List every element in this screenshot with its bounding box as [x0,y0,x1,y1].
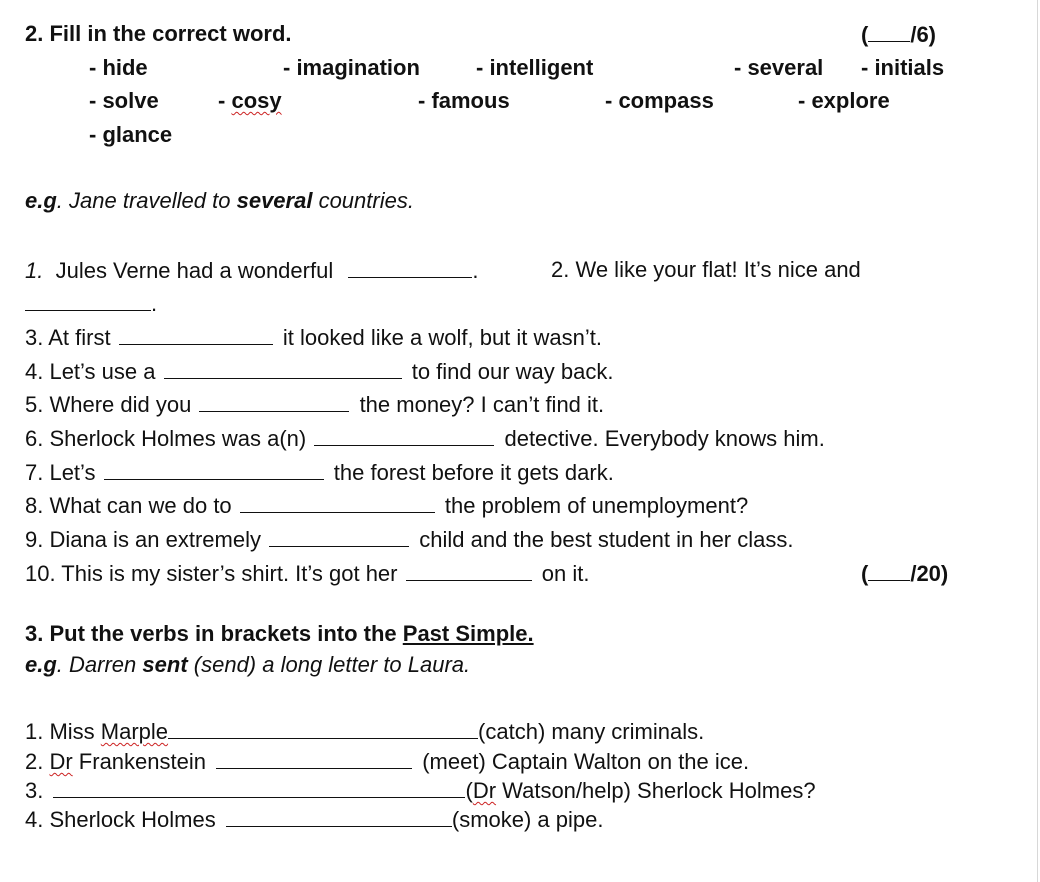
answer-blank[interactable] [164,358,402,379]
section2-example: e.g. Jane travelled to several countries. [25,188,414,213]
word-bank-item: - hide [89,55,148,80]
word-bank-item: - explore [798,88,890,113]
item-8: 8. What can we do to the problem of unemployment? [25,493,749,518]
item-4: 4. Let’s use a to find our way back. [25,359,614,384]
verb-item-4: 4. Sherlock Holmes (smoke) a pipe. [25,807,604,832]
word-bank-item: - initials [861,55,945,80]
verb-item-2: 2. Dr Frankenstein (meet) Captain Walton on the ice. [25,749,750,774]
section3-heading: 3. Put the verbs in brackets into the Past Simple. [25,621,534,646]
item-2-continuation: . [25,290,157,317]
answer-blank[interactable] [168,718,478,739]
word-bank-item: - imagination [283,55,420,80]
answer-blank[interactable] [314,425,494,446]
answer-blank[interactable] [25,290,151,311]
verb-item-1: 1. Miss Marple (catch) many criminals. [25,719,705,744]
item-6: 6. Sherlock Holmes was a(n) detective. Everybody knows him. [25,426,825,451]
answer-blank[interactable] [269,526,409,547]
item-5: 5. Where did you the money? I can’t find it. [25,392,605,417]
answer-blank[interactable] [104,459,324,480]
section2-heading: 2. Fill in the correct word. [25,21,292,46]
spellcheck-word: Marple [100,719,169,744]
word-bank-item: - solve [89,88,159,113]
word-bank-item: - glance [89,122,173,147]
answer-blank[interactable] [348,257,472,278]
item-3: 3. At first it looked like a wolf, but it wasn’t. [25,325,602,350]
item-9: 9. Diana is an extremely child and the best student in her class. [25,527,794,552]
section2-total-score: ( /20) [861,561,949,586]
word-bank-item: - intelligent [476,55,594,80]
spellcheck-word: cosy [231,88,282,113]
page-edge [1037,0,1038,882]
item-7: 7. Let’s the forest before it gets dark. [25,460,614,485]
word-bank-item: - several [734,55,824,80]
word-bank-item: - compass [605,88,714,113]
spellcheck-word: Dr [49,749,73,774]
answer-blank[interactable] [119,324,273,345]
answer-blank[interactable] [199,391,349,412]
section3-example: e.g. Darren sent (send) a long letter to Laura. [25,652,471,677]
spellcheck-word: Dr [472,778,497,803]
word-bank-item-cosy: - cosy [218,88,282,113]
item-1: 1. Jules Verne had a wonderful . [25,258,479,283]
answer-blank[interactable] [226,806,452,827]
item-10: 10. This is my sister’s shirt. It’s got her on it. [25,561,590,586]
verb-item-3: 3. (Dr Watson/help) Sherlock Holmes? [25,778,816,803]
section2-score: ( /6) [861,22,937,47]
answer-blank[interactable] [53,777,465,798]
answer-blank[interactable] [240,492,435,513]
item-2: 2. We like your flat! It’s nice and [551,257,861,282]
answer-blank[interactable] [406,560,532,581]
answer-blank[interactable] [216,748,412,769]
word-bank-item: - famous [418,88,510,113]
